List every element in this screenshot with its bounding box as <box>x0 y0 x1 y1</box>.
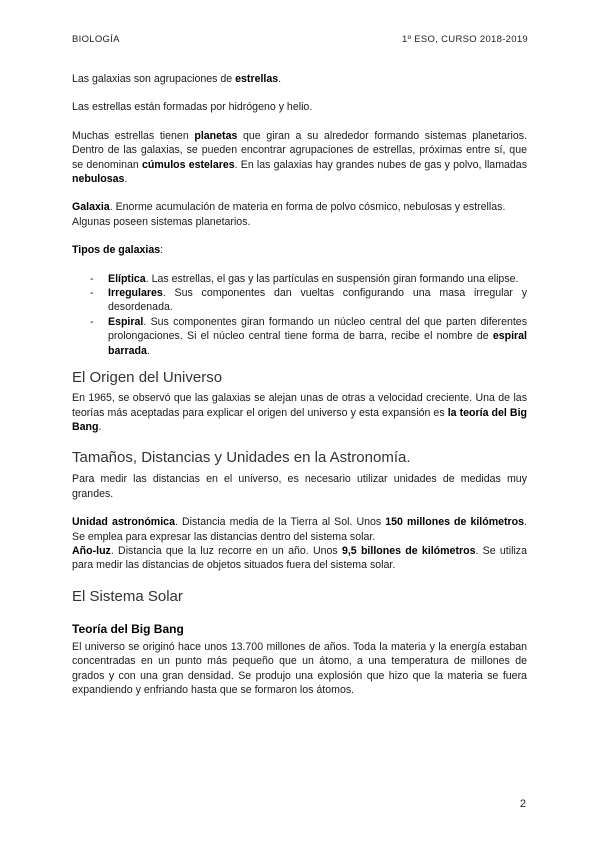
bold-term: estrellas <box>235 73 279 85</box>
text: . Se utiliza para medir las distancias de objetos situados fuera del sistema solar. <box>72 544 527 572</box>
text: Muchas estrellas tienen <box>72 129 195 142</box>
bold-term: Elíptica <box>108 272 146 285</box>
paragraph-big-bang: El universo se originó hace unos 13.700 millones de años. Toda la materia y la energía estaban concentradas en un punto más pequeño que un átomo, a una temperatura de millones de grados y con una gran densidad. Se produjo una explosión que hizo que la materia se fuera expandiendo y enfriando hasta que se formaron los átomos. <box>72 640 527 696</box>
heading-origen: El Origen del Universo <box>72 369 223 387</box>
paragraph-medir: Para medir las distancias en el universo, es necesario utilizar unidades de medidas muy grandes. <box>72 473 527 500</box>
paragraph-estrellas: Las estrellas están formadas por hidrógeno y helio. <box>72 101 313 114</box>
bold-term: Espiral <box>108 315 144 328</box>
page-body <box>72 72 527 697</box>
text: . <box>146 344 150 357</box>
paragraph-galaxia-def <box>72 200 527 229</box>
bold-term: la teoría del Big Bang <box>72 406 527 433</box>
text: . <box>278 73 282 85</box>
header-course: 1º ESO, CURSO 2018-2019 <box>401 34 528 45</box>
paragraph-unidad-astronomica <box>72 515 527 544</box>
types-title <box>72 243 527 257</box>
heading-tamanos: Tamaños, Distancias y Unidades en la Astronomía. <box>72 449 411 467</box>
dash-bullet: - <box>90 272 94 285</box>
text: . Distancia que la luz recorre en un año. Unos <box>110 544 342 557</box>
header-subject: BIOLOGÍA <box>72 34 120 45</box>
text: En 1965, se observó que las galaxias se alejan unas de otras a velocidad creciente. Una de las teorías más aceptadas para explicar el origen del universo y esta expansión es <box>72 392 527 419</box>
text: . En las galaxias hay grandes nubes de gas y polvo, llamadas <box>234 158 527 171</box>
text: . Sus componentes giran formando un núcleo central del que parten diferentes prolongaciones. Si el núcleo central tiene forma de barra, recibe el nombre de <box>108 315 527 343</box>
bold-term: Año-luz <box>72 544 111 557</box>
text: . Distancia media de la Tierra al Sol. Unos <box>174 516 386 529</box>
text: que giran a su alrededor formando sistemas planetarios. Dentro de las galaxias, se pueden encontrar agrupaciones de estrellas, próximas entre sí, que se denominan <box>72 129 527 171</box>
bold-term: Unidad astronómica <box>72 516 175 529</box>
text: . Se emplea para expresar las distancias dentro del sistema solar. <box>72 516 527 543</box>
bold-term: 150 millones de kilómetros <box>385 516 525 529</box>
subheading-big-bang: Teoría del Big Bang <box>72 621 184 636</box>
dash-bullet: - <box>90 315 94 328</box>
paragraph-galaxias <box>72 72 527 86</box>
bold-term: 9,5 billones de kilómetros <box>341 544 476 557</box>
bold-term: Tipos de galaxias <box>72 244 161 257</box>
paragraph-origen <box>72 391 527 434</box>
text: . <box>124 173 128 186</box>
text: . <box>98 420 102 433</box>
page-number: 2 <box>519 798 526 810</box>
bold-term: planetas <box>194 129 238 142</box>
list-item <box>72 286 527 315</box>
list-item <box>72 315 527 358</box>
heading-sistema-solar: El Sistema Solar <box>72 587 183 605</box>
text: Las galaxias son agrupaciones de <box>72 73 236 85</box>
text: : <box>160 244 164 257</box>
dash-bullet: - <box>90 287 94 300</box>
galaxy-types-list <box>72 272 527 358</box>
bold-term: Irregulares <box>108 287 163 300</box>
bold-term: cúmulos estelares <box>141 158 235 171</box>
list-item <box>72 272 527 286</box>
paragraph-ano-luz <box>72 544 527 573</box>
bold-term: Galaxia <box>72 201 110 214</box>
bold-term: espiral barrada <box>108 330 527 357</box>
bold-term: nebulosas <box>72 173 125 186</box>
text: . Sus componentes dan vueltas configurando una masa irregular y desordenada. <box>108 287 527 314</box>
text: . Las estrellas, el gas y las partículas en suspensión giran formando una elipse. <box>145 272 519 285</box>
text: . Enorme acumulación de materia en forma de polvo cósmico, nebulosas y estrellas. Algunas poseen sistemas planetarios. <box>72 201 506 228</box>
paragraph-planetas <box>72 129 527 187</box>
